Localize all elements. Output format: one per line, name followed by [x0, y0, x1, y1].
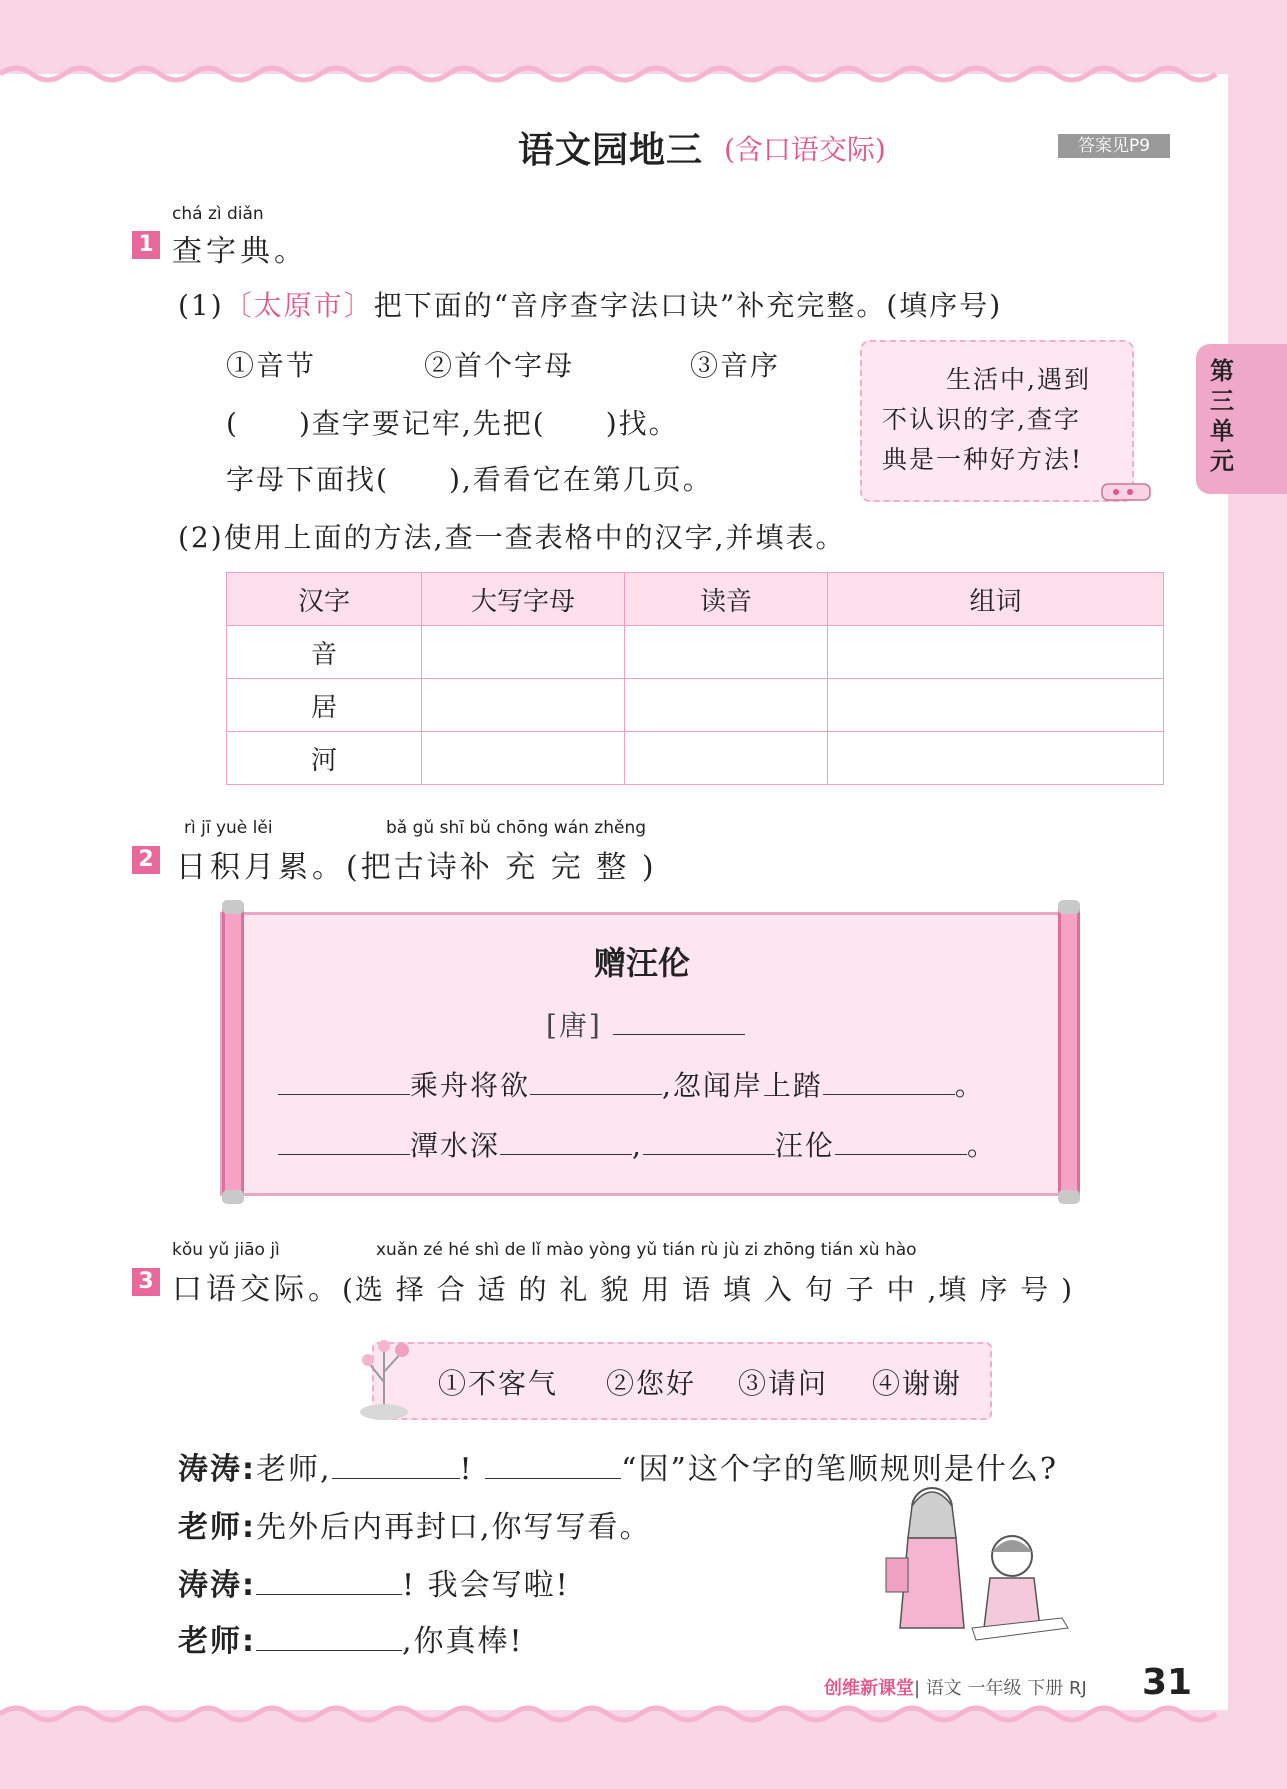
rhyme-line-1: ( )查字要记牢,先把( )找。	[226, 407, 679, 440]
rod-cap	[1058, 900, 1080, 914]
author-blank[interactable]	[613, 1034, 745, 1035]
tip-line: 典是一种好方法!	[882, 445, 1084, 474]
poem-blank[interactable]	[278, 1094, 410, 1095]
unit-side-tab[interactable]	[1196, 344, 1287, 494]
flower-decoration-icon	[354, 1322, 428, 1422]
section2-pinyin-a: rì jī yuè lěi	[184, 818, 273, 838]
table-header-row	[227, 573, 1164, 626]
section1-heading: 查字典。	[172, 234, 308, 269]
dialogue-line-2: 老师:先外后内再封口,你写写看。	[178, 1510, 652, 1545]
section3-pinyin-a: kǒu yǔ jiāo jì	[172, 1240, 280, 1260]
answer-cell[interactable]	[422, 626, 625, 679]
q1-prompt	[178, 284, 1002, 324]
table-cell: 居	[227, 679, 422, 732]
poem-blank[interactable]	[500, 1154, 632, 1155]
section1-pinyin: chá zì diǎn	[172, 204, 264, 224]
answer-cell[interactable]	[625, 679, 828, 732]
q2-prompt: (2)使用上面的方法,查一查表格中的汉字,并填表。	[178, 521, 846, 554]
option-2: ②首个字母	[424, 349, 575, 382]
rhyme-line-2: 字母下面找( ),看看它在第几页。	[226, 463, 713, 496]
table-header: 汉字	[227, 573, 422, 626]
section3-heading: 口语交际。(选 择 合 适 的 礼 貌 用 语 填 入 句 子 中 ,填 序 号 )	[172, 1272, 1075, 1307]
character-table	[226, 572, 1164, 785]
tip-note	[860, 340, 1134, 502]
rod-cap	[222, 900, 244, 914]
table-header: 组词	[828, 573, 1164, 626]
pencil-case-icon	[1098, 478, 1156, 506]
option-1: ①音节	[226, 349, 317, 382]
bottom-wave-border	[0, 1696, 1287, 1732]
q1-text: 把下面的“音序查字法口诀”补充完整。(填序号)	[373, 289, 1003, 322]
table-row	[227, 626, 1164, 679]
dialogue-blank[interactable]	[256, 1594, 402, 1595]
dialogue-blank[interactable]	[256, 1650, 402, 1651]
unit-label: 第三单元	[1210, 357, 1234, 475]
section2-heading: 日积月累。(把古诗补 充 完 整 )	[176, 850, 657, 885]
phrase-option: ②您好	[606, 1367, 697, 1400]
answer-cell[interactable]	[422, 679, 625, 732]
section3-pinyin-b: xuǎn zé hé shì de lǐ mào yòng yǔ tián rù jù zi zhōng tián xù hào	[376, 1240, 917, 1260]
dialogue-line-4: 老师: ,你真棒!	[178, 1624, 524, 1659]
phrase-option: ④谢谢	[872, 1367, 963, 1400]
option-3: ③音序	[690, 349, 781, 382]
table-cell: 河	[227, 732, 422, 785]
dialogue-line-3: 涛涛: ! 我会写啦!	[178, 1568, 570, 1603]
poem-line-2: 潭水深 , 汪伦 。	[278, 1124, 997, 1164]
q1-region-tag: 〔太原市〕	[223, 289, 374, 322]
poem-blank[interactable]	[835, 1154, 967, 1155]
tip-line: 生活中,遇到	[946, 365, 1091, 394]
answer-cell[interactable]	[625, 732, 828, 785]
answer-cell[interactable]	[625, 626, 828, 679]
page-subtitle: (含口语交际)	[724, 133, 886, 166]
section1-number: 1	[132, 231, 160, 259]
section2-pinyin-b: bǎ gǔ shī bǔ chōng wán zhěng	[386, 818, 647, 838]
poem-blank[interactable]	[643, 1154, 775, 1155]
poem-blank[interactable]	[530, 1094, 662, 1095]
poem-blank[interactable]	[823, 1094, 955, 1095]
answer-cell[interactable]	[422, 732, 625, 785]
poem-line-1: 乘舟将欲 ,忽闻岸上踏 。	[278, 1064, 985, 1104]
section2-number: 2	[132, 846, 160, 874]
phrase-option: ①不客气	[438, 1367, 559, 1400]
answer-cell[interactable]	[828, 626, 1164, 679]
rod-cap	[1058, 1190, 1080, 1204]
dialogue-line-1: 涛涛:老师, ! “因”这个字的笔顺规则是什么?	[178, 1452, 1058, 1487]
table-row	[227, 732, 1164, 785]
phrase-option: ③请问	[738, 1367, 829, 1400]
table-header: 大写字母	[422, 573, 625, 626]
answer-cell[interactable]	[828, 732, 1164, 785]
teacher-student-illustration	[872, 1478, 1072, 1658]
section3-number: 3	[132, 1268, 160, 1296]
scroll-rod-right	[1058, 906, 1080, 1196]
answer-cell[interactable]	[828, 679, 1164, 732]
table-row	[227, 679, 1164, 732]
top-wave-border	[0, 56, 1287, 92]
page-title: 语文园地三	[518, 130, 704, 171]
table-cell: 音	[227, 626, 422, 679]
poem-blank[interactable]	[278, 1154, 410, 1155]
scroll-rod-left	[222, 906, 244, 1196]
page-number: 31	[1142, 1662, 1193, 1703]
answer-reference: 答案见P9	[1058, 134, 1170, 158]
footer-info: 创维新课堂| 语文 一年级 下册 RJ	[824, 1678, 1087, 1699]
phrase-options-box	[372, 1342, 992, 1420]
poem-title: 赠汪伦	[594, 944, 691, 982]
dialogue-blank[interactable]	[332, 1478, 460, 1479]
rod-cap	[222, 1190, 244, 1204]
footer-brand: 创维新课堂	[824, 1678, 914, 1699]
table-header: 读音	[625, 573, 828, 626]
poem-author-line: [唐]	[546, 1004, 745, 1044]
q1-prefix: (1)	[178, 289, 224, 322]
dialogue-blank[interactable]	[485, 1478, 621, 1479]
tip-line: 不认识的字,查字	[882, 405, 1081, 434]
